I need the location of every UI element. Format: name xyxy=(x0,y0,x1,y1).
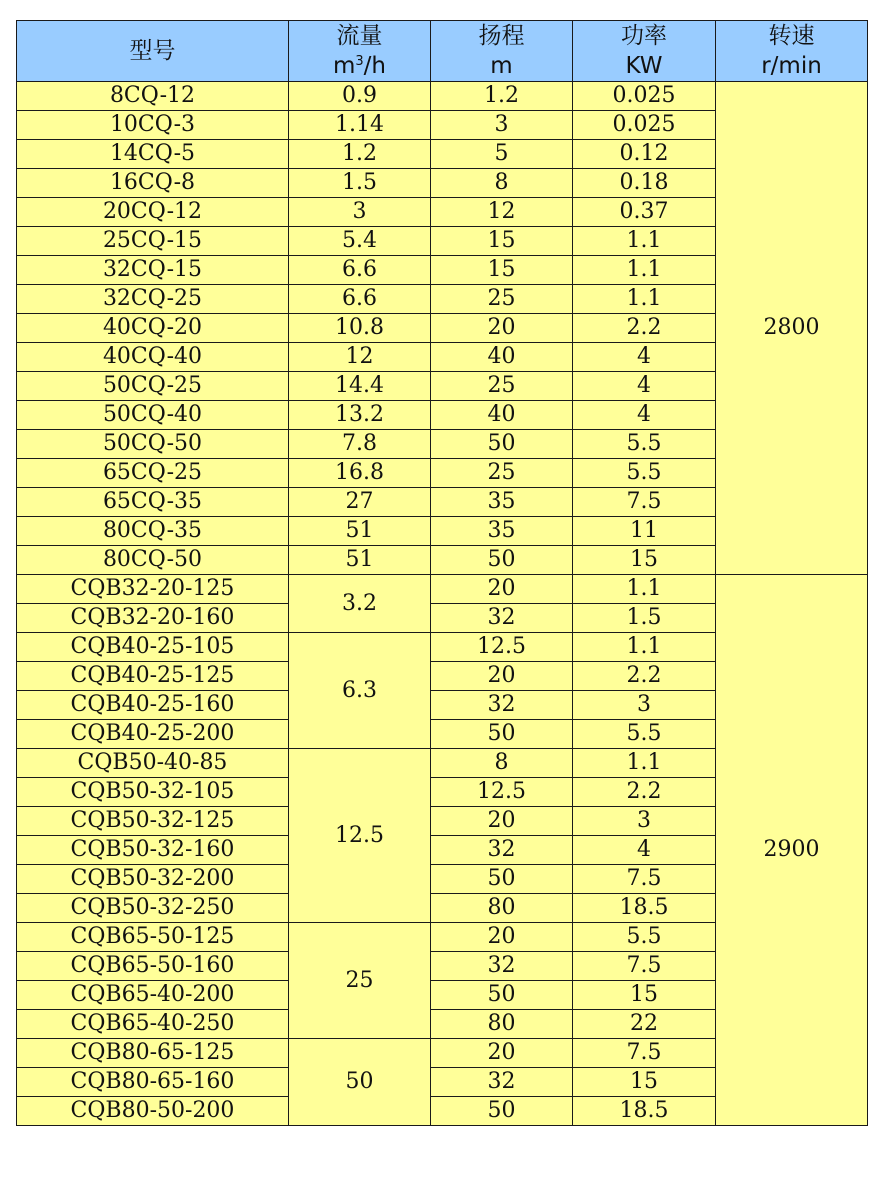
power-cell: 0.37 xyxy=(573,198,716,227)
head-cell: 12.5 xyxy=(431,778,573,807)
head-cell: 35 xyxy=(431,517,573,546)
power-cell: 1.5 xyxy=(573,604,716,633)
speed-cell: 2800 xyxy=(716,82,868,575)
table-row xyxy=(17,575,868,604)
flow-cell: 10.8 xyxy=(289,314,431,343)
model-cell: 32CQ-15 xyxy=(17,256,289,285)
head-cell: 20 xyxy=(431,807,573,836)
flow-cell: 14.4 xyxy=(289,372,431,401)
model-cell: CQB80-50-200 xyxy=(17,1097,289,1126)
flow-cell: 51 xyxy=(289,546,431,575)
header-power-unit: KW xyxy=(625,53,663,79)
model-cell: 40CQ-20 xyxy=(17,314,289,343)
model-cell: 14CQ-5 xyxy=(17,140,289,169)
power-cell: 11 xyxy=(573,517,716,546)
power-cell: 1.1 xyxy=(573,575,716,604)
speed-cell: 2900 xyxy=(716,575,868,1126)
power-cell: 0.18 xyxy=(573,169,716,198)
flow-cell: 25 xyxy=(289,923,431,1039)
head-cell: 50 xyxy=(431,546,573,575)
header-head xyxy=(431,21,573,82)
power-cell: 2.2 xyxy=(573,778,716,807)
header-flow-unit: $m^3/h$ xyxy=(332,53,386,79)
power-cell: 2.2 xyxy=(573,662,716,691)
head-cell: 12 xyxy=(431,198,573,227)
head-cell: 25 xyxy=(431,459,573,488)
model-cell: 50CQ-40 xyxy=(17,401,289,430)
power-cell: 15 xyxy=(573,546,716,575)
power-cell: 7.5 xyxy=(573,865,716,894)
header-speed xyxy=(716,21,868,82)
pump-spec-table xyxy=(16,20,868,1126)
head-cell: 32 xyxy=(431,691,573,720)
power-cell: 18.5 xyxy=(573,894,716,923)
model-cell: 65CQ-35 xyxy=(17,488,289,517)
head-cell: 35 xyxy=(431,488,573,517)
model-cell: CQB40-25-160 xyxy=(17,691,289,720)
model-cell: CQB80-65-125 xyxy=(17,1039,289,1068)
head-cell: 32 xyxy=(431,604,573,633)
header-head-label: 扬程 xyxy=(478,23,525,49)
power-cell: 18.5 xyxy=(573,1097,716,1126)
flow-cell: 27 xyxy=(289,488,431,517)
model-cell: CQB32-20-125 xyxy=(17,575,289,604)
head-cell: 40 xyxy=(431,343,573,372)
header-flow-label: 流量 xyxy=(336,23,383,49)
head-cell: 50 xyxy=(431,865,573,894)
power-cell: 3 xyxy=(573,807,716,836)
power-cell: 7.5 xyxy=(573,1039,716,1068)
flow-cell: 51 xyxy=(289,517,431,546)
flow-cell: 12.5 xyxy=(289,749,431,923)
head-cell: 20 xyxy=(431,1039,573,1068)
power-cell: 7.5 xyxy=(573,488,716,517)
model-cell: 80CQ-50 xyxy=(17,546,289,575)
head-cell: 50 xyxy=(431,720,573,749)
flow-cell: 7.8 xyxy=(289,430,431,459)
head-cell: 5 xyxy=(431,140,573,169)
model-cell: 50CQ-25 xyxy=(17,372,289,401)
flow-cell: 16.8 xyxy=(289,459,431,488)
header-speed-unit: r/min xyxy=(761,53,822,79)
head-cell: 32 xyxy=(431,1068,573,1097)
head-cell: 32 xyxy=(431,836,573,865)
flow-cell: 12 xyxy=(289,343,431,372)
model-cell: CQB50-32-250 xyxy=(17,894,289,923)
power-cell: 5.5 xyxy=(573,720,716,749)
model-cell: CQB32-20-160 xyxy=(17,604,289,633)
header-speed-label: 转速 xyxy=(768,23,815,49)
flow-cell: 5.4 xyxy=(289,227,431,256)
head-cell: 50 xyxy=(431,430,573,459)
power-cell: 0.025 xyxy=(573,111,716,140)
power-cell: 22 xyxy=(573,1010,716,1039)
model-cell: CQB40-25-125 xyxy=(17,662,289,691)
header-head-unit: m xyxy=(490,53,513,79)
head-cell: 20 xyxy=(431,662,573,691)
table-body xyxy=(17,82,868,1126)
flow-cell: 6.3 xyxy=(289,633,431,749)
model-cell: CQB65-40-250 xyxy=(17,1010,289,1039)
table-row xyxy=(17,82,868,111)
head-cell: 50 xyxy=(431,981,573,1010)
head-cell: 20 xyxy=(431,575,573,604)
flow-cell: 3.2 xyxy=(289,575,431,633)
head-cell: 50 xyxy=(431,1097,573,1126)
power-cell: 0.025 xyxy=(573,82,716,111)
power-cell: 1.1 xyxy=(573,749,716,778)
header-row xyxy=(17,21,868,82)
head-cell: 40 xyxy=(431,401,573,430)
head-cell: 32 xyxy=(431,952,573,981)
power-cell: 1.1 xyxy=(573,256,716,285)
flow-cell: 1.14 xyxy=(289,111,431,140)
model-cell: CQB65-40-200 xyxy=(17,981,289,1010)
model-cell: CQB40-25-105 xyxy=(17,633,289,662)
model-cell: 40CQ-40 xyxy=(17,343,289,372)
flow-cell: 1.5 xyxy=(289,169,431,198)
power-cell: 3 xyxy=(573,691,716,720)
model-cell: 32CQ-25 xyxy=(17,285,289,314)
power-cell: 1.1 xyxy=(573,633,716,662)
power-cell: 0.12 xyxy=(573,140,716,169)
flow-cell: 6.6 xyxy=(289,285,431,314)
head-cell: 15 xyxy=(431,256,573,285)
head-cell: 12.5 xyxy=(431,633,573,662)
power-cell: 15 xyxy=(573,1068,716,1097)
model-cell: 20CQ-12 xyxy=(17,198,289,227)
model-cell: CQB50-32-105 xyxy=(17,778,289,807)
head-cell: 3 xyxy=(431,111,573,140)
header-power-label: 功率 xyxy=(621,23,667,49)
model-cell: 8CQ-12 xyxy=(17,82,289,111)
model-cell: CQB50-40-85 xyxy=(17,749,289,778)
model-cell: 50CQ-50 xyxy=(17,430,289,459)
power-cell: 2.2 xyxy=(573,314,716,343)
flow-cell: 1.2 xyxy=(289,140,431,169)
model-cell: 25CQ-15 xyxy=(17,227,289,256)
model-cell: CQB65-50-125 xyxy=(17,923,289,952)
head-cell: 80 xyxy=(431,1010,573,1039)
head-cell: 20 xyxy=(431,923,573,952)
header-power xyxy=(573,21,716,82)
model-cell: CQB50-32-160 xyxy=(17,836,289,865)
model-cell: CQB65-50-160 xyxy=(17,952,289,981)
header-flow xyxy=(289,21,431,82)
power-cell: 4 xyxy=(573,401,716,430)
flow-cell: 13.2 xyxy=(289,401,431,430)
power-cell: 1.1 xyxy=(573,285,716,314)
power-cell: 5.5 xyxy=(573,430,716,459)
model-cell: CQB80-65-160 xyxy=(17,1068,289,1097)
head-cell: 25 xyxy=(431,285,573,314)
head-cell: 20 xyxy=(431,314,573,343)
power-cell: 5.5 xyxy=(573,923,716,952)
power-cell: 7.5 xyxy=(573,952,716,981)
header-model: 型号 xyxy=(17,21,289,82)
model-cell: 65CQ-25 xyxy=(17,459,289,488)
power-cell: 4 xyxy=(573,836,716,865)
flow-cell: 0.9 xyxy=(289,82,431,111)
head-cell: 25 xyxy=(431,372,573,401)
power-cell: 15 xyxy=(573,981,716,1010)
power-cell: 1.1 xyxy=(573,227,716,256)
model-cell: CQB40-25-200 xyxy=(17,720,289,749)
flow-cell: 6.6 xyxy=(289,256,431,285)
power-cell: 4 xyxy=(573,372,716,401)
power-cell: 5.5 xyxy=(573,459,716,488)
model-cell: CQB50-32-125 xyxy=(17,807,289,836)
model-cell: 16CQ-8 xyxy=(17,169,289,198)
head-cell: 1.2 xyxy=(431,82,573,111)
flow-cell: 50 xyxy=(289,1039,431,1126)
head-cell: 8 xyxy=(431,749,573,778)
head-cell: 15 xyxy=(431,227,573,256)
model-cell: 10CQ-3 xyxy=(17,111,289,140)
head-cell: 80 xyxy=(431,894,573,923)
model-cell: CQB50-32-200 xyxy=(17,865,289,894)
head-cell: 8 xyxy=(431,169,573,198)
model-cell: 80CQ-35 xyxy=(17,517,289,546)
flow-cell: 3 xyxy=(289,198,431,227)
power-cell: 4 xyxy=(573,343,716,372)
